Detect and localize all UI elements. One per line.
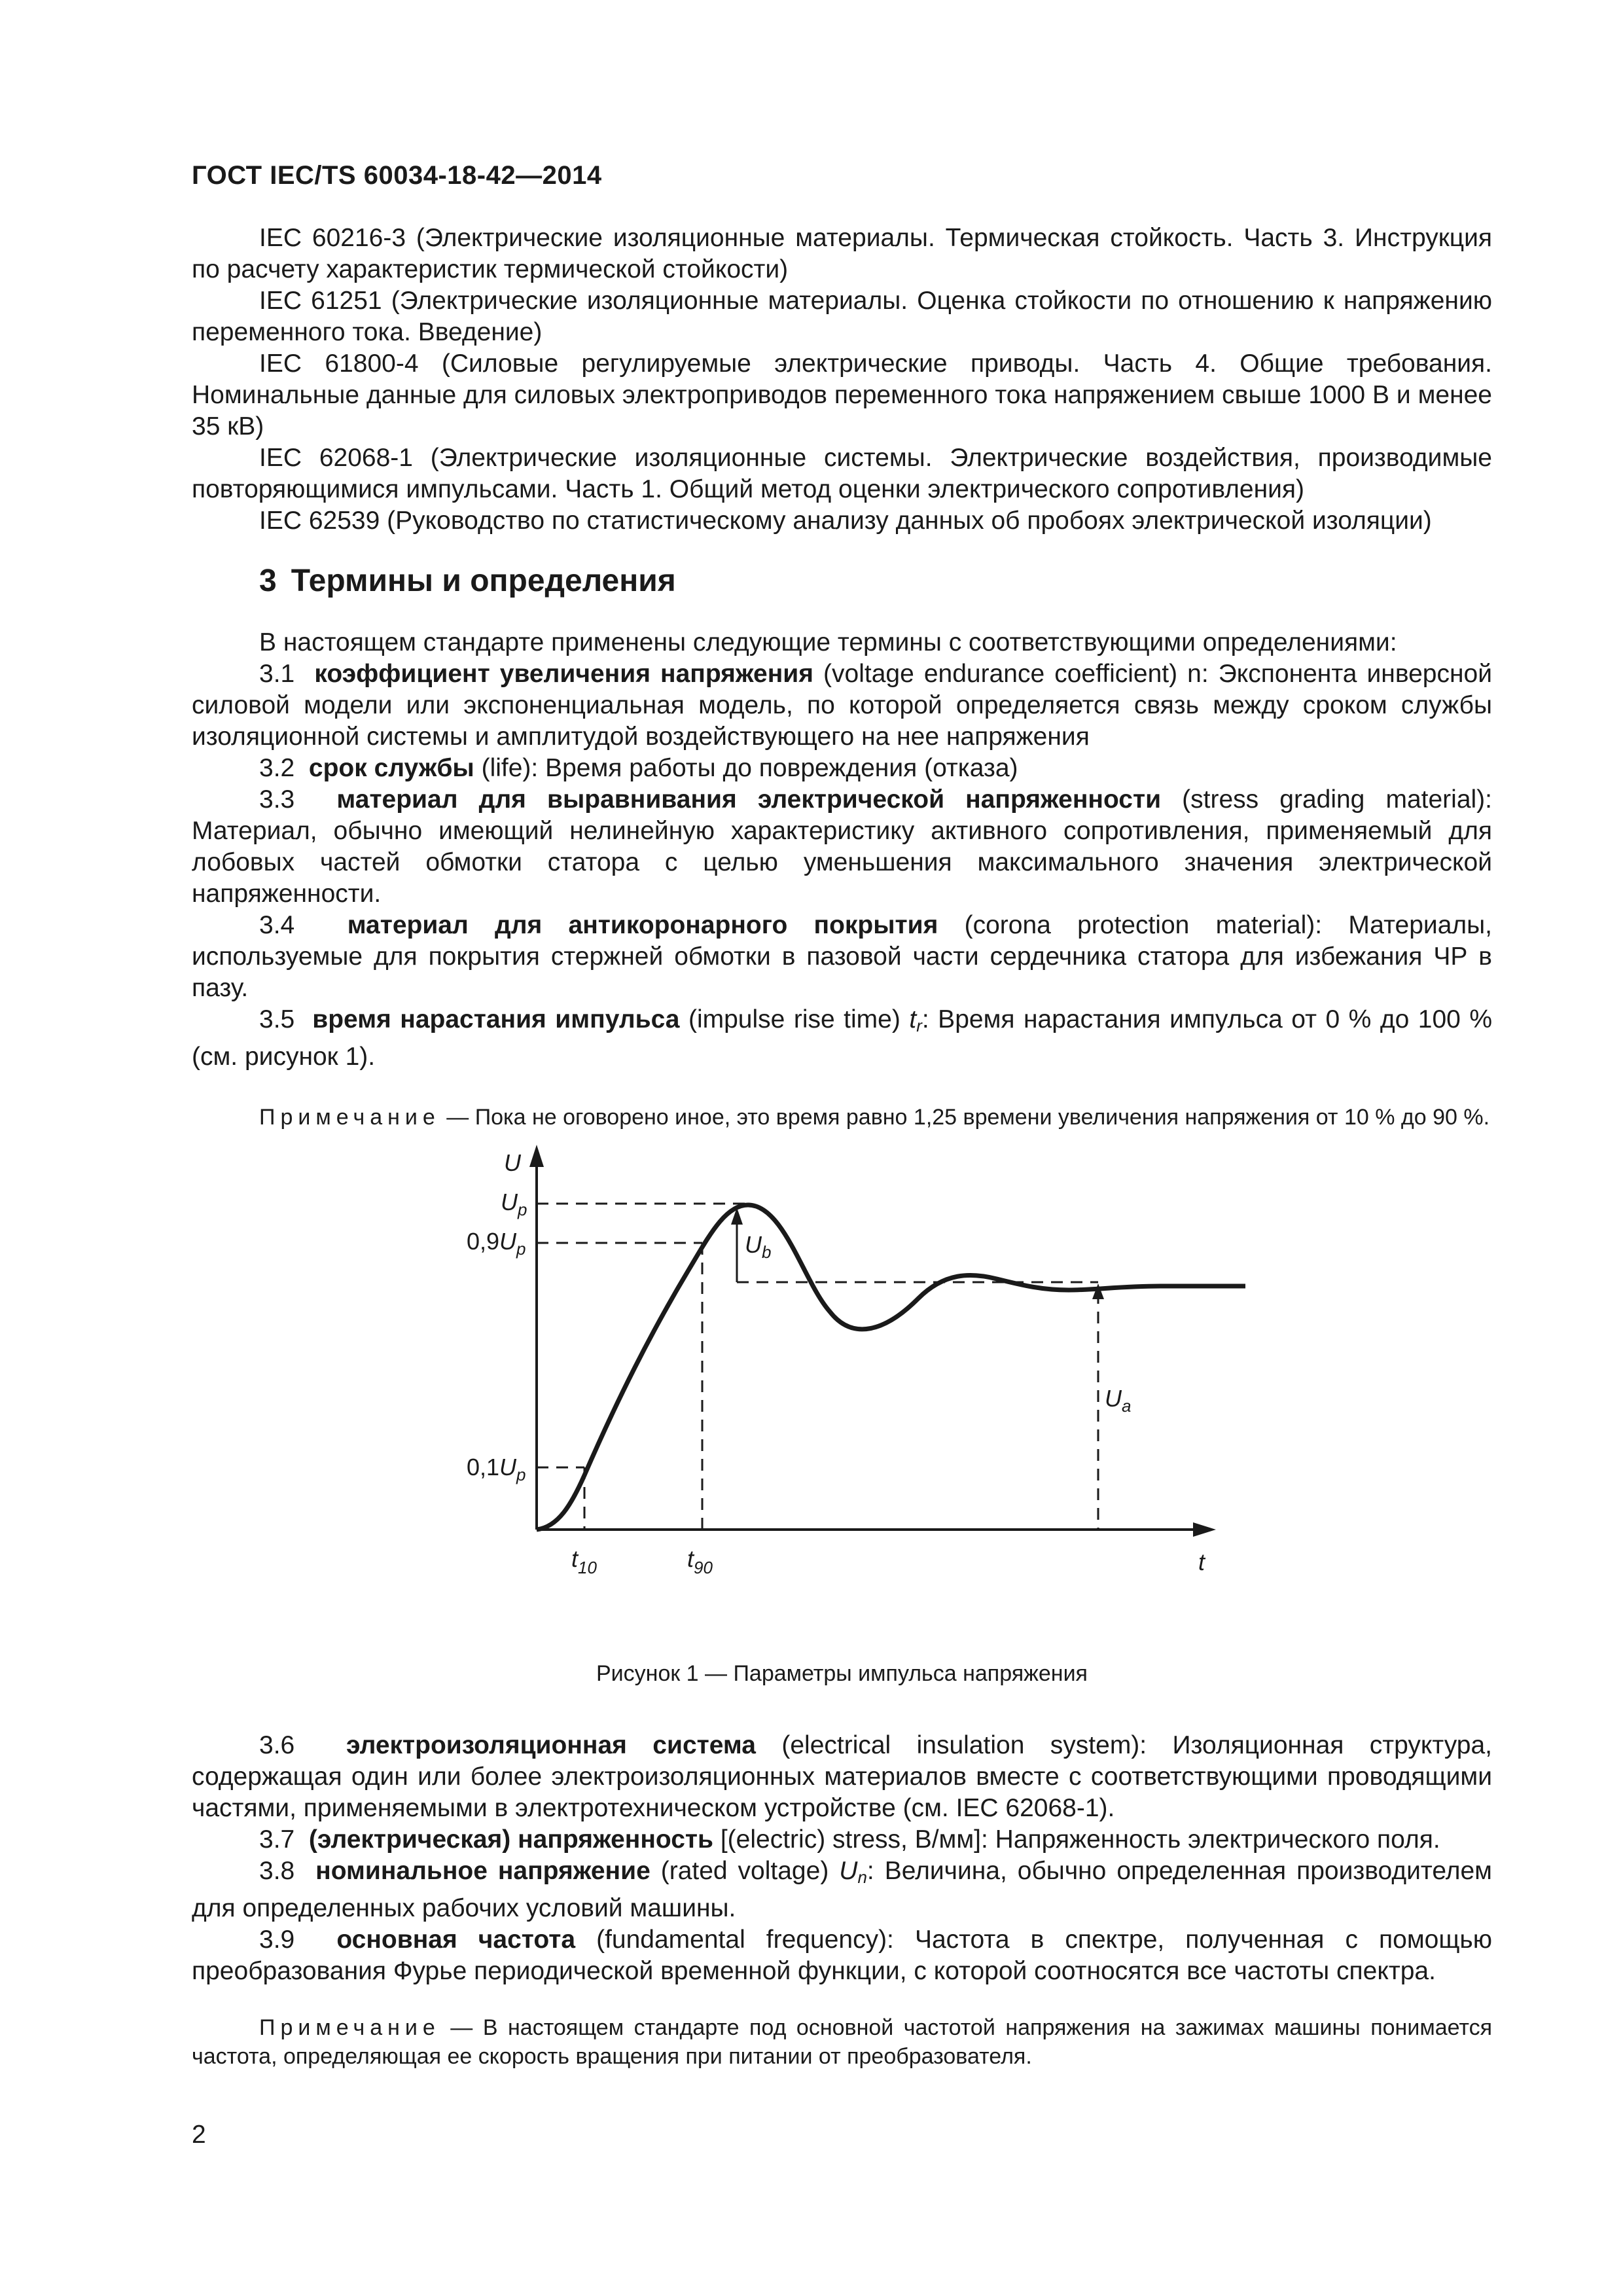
y-axis-label: U	[504, 1149, 521, 1176]
symbol: U	[839, 1857, 858, 1885]
x-axis-arrow-icon	[1193, 1522, 1216, 1537]
term-definition: (voltage endurance coefficient) n: Экспонента инверсной силовой модели или экспоненциальная модель, по которой определяется связь между сроком службы изоляционной системы и амплитудой воздействующего на нее напряжения	[192, 660, 1492, 751]
term-name: срок службы	[308, 754, 474, 782]
reference-item: IEC 61800-4 (Силовые регулируемые электрические приводы. Часть 4. Общие требования. Номинальные данные для силовых электроприводов переменного тока напряжением свыше 1000 В и менее 35 кВ)	[192, 350, 1492, 440]
term-name: (электрическая) напряженность	[308, 1825, 713, 1854]
reference-item: IEC 61251 (Электрические изоляционные материалы. Оценка стойкости по отношению к напряжению переменного тока. Введение)	[192, 287, 1492, 346]
term-definition: [(electric) stress, В/мм]: Напряженность электрического поля.	[713, 1825, 1440, 1854]
y-axis-arrow-icon	[529, 1145, 544, 1167]
term-3-9	[192, 1924, 1492, 1987]
up-label: $U_p$	[501, 1189, 527, 1219]
t10-label: $t_{10}$	[571, 1545, 597, 1577]
term-number: 3.6	[259, 1731, 295, 1759]
term-number: 3.1	[259, 660, 295, 688]
reference-item: IEC 62539 (Руководство по статистическому анализу данных об пробоях электрической изоляции)	[259, 507, 1432, 535]
figure-voltage-impulse	[192, 1145, 1492, 1642]
document-header: ГОСТ IEC/TS 60034-18-42—2014	[192, 161, 602, 190]
note-label: Примечание	[259, 1105, 440, 1130]
term-name: основная частота	[336, 1926, 576, 1954]
note-1	[192, 1103, 1492, 1132]
symbol-subscript: n	[857, 1867, 867, 1887]
term-name: материал для антикоронарного покрытия	[347, 911, 938, 939]
term-definition: (fundamental frequency): Частота в спектре, полученная с помощью преобразования Фурье периодической временной функции, с которой соотносятся все частоты спектра.	[192, 1926, 1492, 1985]
note-text: — В настоящем стандарте под основной частотой напряжения на зажимах машины понимается частота, определяющая ее скорость вращения при питании от преобразователя.	[192, 2015, 1492, 2069]
term-definition: (stress grading material): Материал, обычно имеющий нелинейную характеристику активного сопротивления, применяемый для лобовых частей обмотки статора с целью уменьшения максимального значения электрической напряженности.	[192, 785, 1492, 908]
term-definition: (life): Время работы до повреждения (отказа)	[474, 754, 1018, 782]
reference-item: IEC 60216-3 (Электрические изоляционные материалы. Термическая стойкость. Часть 3. Инструкция по расчету характеристик термической стойкости)	[192, 224, 1492, 283]
note-2	[192, 2013, 1492, 2071]
ua-label: $U_a$	[1105, 1385, 1132, 1416]
section-number: 3	[259, 564, 277, 598]
term-3-8	[192, 1856, 1492, 1924]
term-definition: (rated voltage)	[650, 1857, 840, 1885]
term-name: материал для выравнивания электрической напряженности	[336, 785, 1162, 814]
impulse-curve	[537, 1205, 1245, 1530]
term-3-1	[192, 658, 1492, 753]
term-definition: (impulse rise time)	[679, 1005, 910, 1033]
page-number: 2	[192, 2121, 206, 2149]
symbol-subscript: r	[916, 1016, 922, 1035]
term-number: 3.2	[259, 754, 295, 782]
term-number: 3.9	[259, 1926, 295, 1954]
term-3-2	[192, 753, 1492, 784]
term-definition: : Время нарастания импульса от 0 % до 100 % (см. рисунок 1).	[192, 1005, 1492, 1071]
reference-item: IEC 62068-1 (Электрические изоляционные системы. Электрические воздействия, производимые повторяющимися импульсами. Часть 1. Общий метод оценки электрического сопротивления)	[192, 444, 1492, 503]
section-intro: В настоящем стандарте применены следующие термины с соответствующими определениями:	[259, 628, 1397, 656]
term-name: электроизоляционная система	[346, 1731, 756, 1759]
up90-label: $0,9U_p$	[467, 1228, 526, 1259]
term-number: 3.7	[259, 1825, 295, 1854]
term-3-6	[192, 1730, 1492, 1824]
term-number: 3.4	[259, 911, 295, 939]
term-number: 3.5	[259, 1005, 295, 1033]
up10-label: $0,1U_p$	[467, 1454, 526, 1484]
term-3-5	[192, 1004, 1492, 1073]
term-definition: : Величина, обычно определенная производителем для определенных рабочих условий машины.	[192, 1857, 1492, 1922]
term-definition: (corona protection material): Материалы, используемые для покрытия стержней обмотки в пазовой части сердечника статора для избежания ЧР в пазу.	[192, 911, 1493, 1002]
term-3-7	[192, 1824, 1492, 1856]
note-label: Примечание	[259, 2015, 440, 2040]
page-content	[192, 223, 1492, 2071]
impulse-diagram	[192, 1145, 1492, 1642]
term-number: 3.3	[259, 785, 295, 814]
term-name: время нарастания импульса	[312, 1005, 680, 1033]
term-name: коэффициент увеличения напряжения	[314, 660, 813, 688]
term-3-4	[192, 910, 1492, 1004]
figure-caption: Рисунок 1 — Параметры импульса напряжения	[596, 1661, 1088, 1686]
symbol: t	[909, 1005, 917, 1033]
term-3-3	[192, 784, 1492, 910]
note-text: — Пока не оговорено иное, это время равно 1,25 времени увеличения напряжения от 10 % до 90 %.	[440, 1105, 1490, 1130]
term-name: номинальное напряжение	[315, 1857, 651, 1885]
section-title: Термины и определения	[291, 564, 676, 598]
t90-label: $t_{90}$	[687, 1545, 713, 1577]
ub-label: $U_b$	[745, 1231, 772, 1262]
term-number: 3.8	[259, 1857, 295, 1885]
term-definition: (electrical insulation system): Изоляционная структура, содержащая один или более электроизоляционных материалов вместе с соответствующими проводящими частями, применяемыми в электротехническом устройстве (см. IEC 62068-1).	[192, 1731, 1492, 1822]
x-axis-label: t	[1198, 1549, 1205, 1575]
section-heading	[259, 562, 1492, 601]
